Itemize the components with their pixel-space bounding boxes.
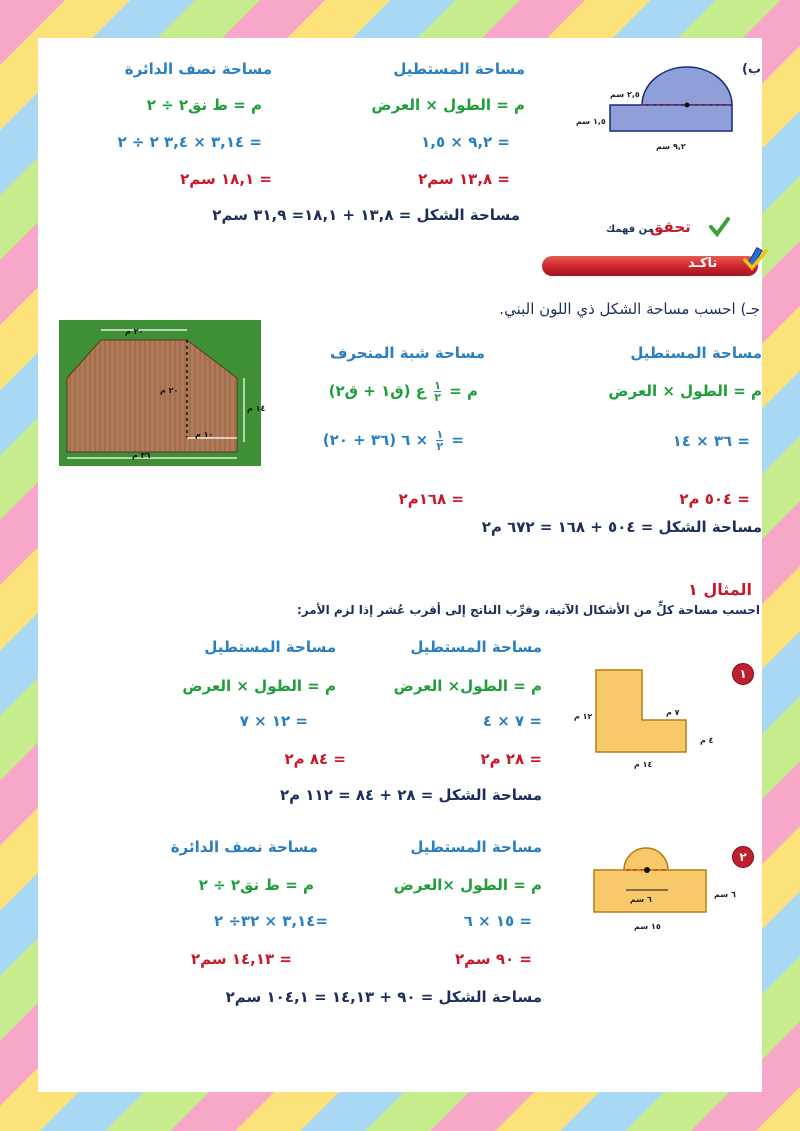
q1-rect1-title: مساحة المستطيل [410,638,542,656]
check-logo-sub: من فهمك [606,224,654,235]
q2-figure [590,846,710,916]
pencil-check-icon [742,246,770,274]
c-rect-sub: = ٣٦ × ١٤ [672,432,750,450]
c-trap-formula-rhs: ع (ق١ + ق٢) [328,382,427,400]
checkmark-icon [708,216,730,238]
fig-q2-diameter: ٦ سم [630,895,652,904]
c-trap-formula-lhs: م = [449,382,478,400]
fig-c-top: ٢٠ م [125,327,144,336]
q2-semi-title: مساحة نصف الدائرة [170,838,318,856]
fig-q2-height: ٦ سم [714,890,736,899]
fig-q1-right: ٤ م [700,736,714,745]
fig-q1-inner: ٧ م [666,708,680,717]
q1-rect2-result: = ٨٤ م٢ [284,750,346,768]
q1-rect2-formula: م = الطول × العرض [182,677,336,695]
b-rect-title: مساحة المستطيل [393,60,525,78]
b-semi-result: = ١٨,١ سم٢ [180,170,272,188]
part-b-figure [570,62,742,152]
b-semi-formula: م = ط نق٢ ÷ ٢ [146,96,262,114]
question-2-badge: ٢ [732,846,754,868]
fig-b-length: ٩,٢ سم [656,142,686,151]
part-b-label: ب) [742,62,762,77]
fig-b-radius: ٢,٥ سم [610,90,640,99]
b-semi-sub: = ٣,١٤ × ٣,٤ ٢ ÷ ٢ [117,133,262,151]
fig-c-height-top: ٢٠ م [160,386,179,395]
example-instruction: احسب مساحة كلٍّ من الأشكال الآتية، وقرِّب الناتج إلى أقرب عُشر إذا لزم الأمر: [296,603,760,617]
part-c-prompt: جـ) احسب مساحة الشكل ذي اللون البني. [499,300,760,318]
q2-semi-formula: م = ط نق٢ ÷ ٢ [198,876,314,894]
q2-rect-formula: م = الطول ×العرض [393,876,542,894]
c-trap-sub-fraction: $\frac{١}{٢}$ [436,428,444,453]
fig-q1-left: ١٢ م [574,712,593,721]
fig-c-inner: ١٠ م [195,430,214,439]
b-total: مساحة الشكل = ١٣,٨ + ١٨,١= ٣١,٩ سم٢ [212,206,520,224]
b-rect-result: = ١٣,٨ سم٢ [418,170,510,188]
c-total: مساحة الشكل = ٥٠٤ + ١٦٨ = ٦٧٢ م٢ [481,518,762,536]
c-rect-title: مساحة المستطيل [630,344,762,362]
c-trap-fraction: $\frac{١}{٢}$ [434,379,441,404]
c-trap-title: مساحة شبة المنحرف [329,344,485,362]
example-title: المثال ١ [688,580,752,599]
question-1-badge: ١ [732,663,754,685]
c-trap-formula [329,380,478,403]
q1-rect1-result: = ٢٨ م٢ [480,750,542,768]
fig-q1-bottom: ١٤ م [634,760,653,769]
c-trap-sub-eq: = [451,431,464,449]
confirm-banner-label: تاكـد [688,256,718,271]
q2-total: مساحة الشكل = ٩٠ + ١٤,١٣ = ١٠٤,١ سم٢ [225,988,542,1006]
check-logo-text: تحقق [650,218,691,236]
b-semi-title: مساحة نصف الدائرة [124,60,272,78]
q2-semi-result: = ١٤,١٣ سم٢ [190,950,292,968]
c-rect-formula: م = الطول × العرض [608,382,762,400]
q2-rect-title: مساحة المستطيل [410,838,542,856]
worksheet-page [38,38,762,1092]
q1-rect1-formula: م = الطول× العرض [393,677,542,695]
q1-rect2-sub: = ١٢ × ٧ [239,712,308,730]
c-trap-result: = ١٦٨م٢ [398,490,464,508]
q2-rect-result: = ٩٠ سم٢ [454,950,532,968]
b-rect-formula: م = الطول × العرض [371,96,525,114]
fig-b-height: ١,٥ سم [576,117,606,126]
fig-c-bottom: ٣٦ م [132,451,151,460]
fig-q2-length: ١٥ سم [634,922,661,931]
q1-rect2-title: مساحة المستطيل [204,638,336,656]
c-trap-sub [323,429,464,452]
b-rect-sub: = ٩,٢ × ١,٥ [421,133,510,151]
q2-rect-sub: = ١٥ × ٦ [463,912,532,930]
q1-rect1-sub: = ٧ × ٤ [482,712,542,730]
q2-semi-sub: =٣,١٤ × ٣٢÷ ٢ [213,912,328,930]
c-trap-sub-rhs: × ٦ (٣٦ + ٢٠) [322,431,429,449]
c-rect-result: = ٥٠٤ م٢ [679,490,750,508]
fig-c-side: ١٤ م [247,404,266,413]
confirm-banner [542,256,758,276]
q1-total: مساحة الشكل = ٢٨ + ٨٤ = ١١٢ م٢ [280,786,542,804]
